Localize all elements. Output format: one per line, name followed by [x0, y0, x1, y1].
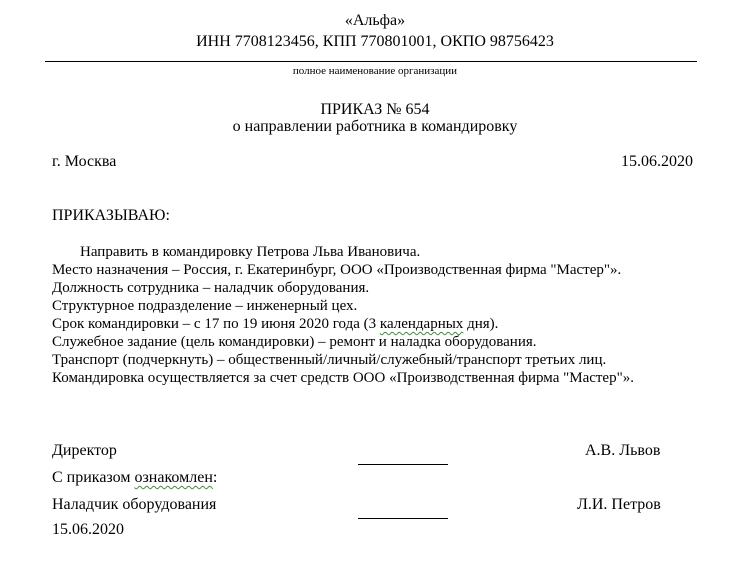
adjuster-signature-line	[358, 518, 448, 519]
organization-codes: ИНН 7708123456, КПП 770801001, ОКПО 98756423	[196, 33, 554, 50]
adjuster-label: Наладчик оборудования	[52, 496, 217, 513]
body-line-funding: Командировка осуществляется за счет средств ООО «Производственная фирма "Мастер"».	[52, 370, 634, 386]
organization-rule	[45, 61, 697, 62]
order-title: ПРИКАЗ № 654	[320, 101, 430, 118]
body-line-position: Должность сотрудника – наладчик оборудования.	[52, 280, 370, 296]
order-directive: ПРИКАЗЫВАЮ:	[52, 207, 170, 224]
acknowledged-word: ознакомлен	[134, 469, 213, 486]
order-city: г. Москва	[52, 153, 117, 170]
body-line-transport: Транспорт (подчеркнуть) – общественный/личный/служебный/транспорт третьих лиц.	[52, 352, 607, 368]
body-line-department: Структурное подразделение – инженерный цех.	[52, 298, 358, 314]
body-line-duration-start: Срок командировки – с 17 по 19 июня 2020 года (3	[52, 316, 380, 332]
acknowledged-prefix: С приказом	[52, 469, 135, 486]
body-line-employee: Направить в командировку Петрова Льва Ивановича.	[80, 244, 421, 260]
body-line-duration	[52, 315, 498, 333]
director-signature-line	[358, 464, 448, 465]
order-date: 15.06.2020	[621, 153, 693, 170]
adjuster-name: Л.И. Петров	[577, 496, 661, 513]
order-subtitle: о направлении работника в командировку	[232, 118, 518, 135]
acknowledgement-date: 15.06.2020	[52, 521, 124, 538]
acknowledged-label	[52, 469, 217, 487]
acknowledged-suffix: :	[212, 469, 218, 486]
organization-name: «Альфа»	[344, 12, 406, 29]
organization-caption: полное наименование организации	[292, 65, 458, 77]
body-line-task: Служебное задание (цель командировки) – ремонт и наладка оборудования.	[52, 334, 537, 350]
director-name: А.В. Львов	[585, 442, 661, 459]
body-line-destination: Место назначения – Россия, г. Екатеринбург, ООО «Производственная фирма "Мастер"».	[52, 262, 622, 278]
body-line-duration-end: дня).	[463, 316, 499, 332]
director-label: Директор	[52, 442, 117, 459]
body-line-duration-days: календарных	[379, 316, 464, 332]
